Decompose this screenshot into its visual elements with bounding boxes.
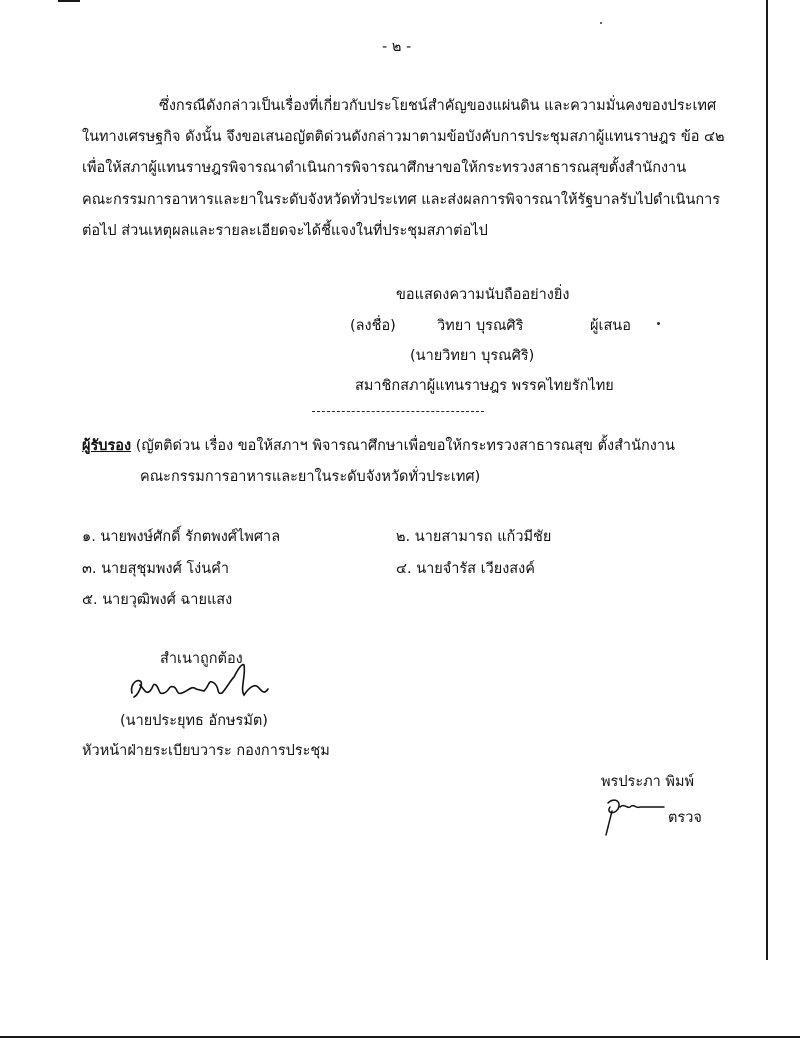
signer-full-name: (นายวิทยา บุรณศิริ) (410, 348, 535, 364)
body-line: เพื่อให้สภาผู้แทนราษฎรพิจารณาดำเนินการพิจารณาศึกษาขอให้กระทรวงสาธารณสุขตั้งสำนักงาน (82, 160, 687, 176)
body-line: ต่อไป ส่วนเหตุผลและรายละเอียดจะได้ชี้แจงในที่ประชุมสภาต่อไป (82, 223, 488, 239)
endorsement-line: คณะกรรมการอาหารและยาในระดับจังหวัดทั่วประเทศ) (140, 469, 481, 485)
endorser-item: ๕. นายวุฒิพงศ์ ฉายแสง (82, 592, 233, 608)
endorser-item: ๒. นายสามารถ แก้วมีชัย (396, 529, 552, 545)
checker-initials (600, 795, 670, 840)
check-label: ตรวจ (668, 810, 702, 826)
certification-title: สำเนาถูกต้อง (160, 651, 243, 667)
signer-role: ผู้เสนอ (590, 318, 631, 334)
scan-speck (657, 322, 660, 325)
scan-mark (58, 0, 80, 2)
separator (312, 411, 484, 412)
body-line: ในทางเศรษฐกิจ ดังนั้น จึงขอเสนอญัตติด่วนดังกล่าวมาตามข้อบังคับการประชุมสภาผู้แทนราษฎร ข้อ ๔๒ (82, 129, 725, 145)
endorser-item: ๔. นายจำรัส เวียงสงค์ (396, 561, 535, 577)
scan-edge (766, 0, 768, 960)
certifier-position: หัวหน้าฝ่ายระเบียบวาระ กองการประชุม (82, 743, 330, 759)
endorser-item: ๑. นายพงษ์ศักดิ์ รักตพงศ์ไพศาล (82, 529, 281, 545)
page-number: - ๒ - (382, 39, 412, 55)
certifier-name: (นายประยุทธ อักษรมัต) (120, 713, 268, 729)
certifier-signature (126, 655, 276, 705)
signer-position: สมาชิกสภาผู้แทนราษฎร พรรคไทยรักไทย (355, 378, 614, 394)
typist-name: พรประภา พิมพ์ (601, 774, 695, 790)
body-line: คณะกรรมการอาหารและยาในระดับจังหวัดทั่วประเทศ และส่งผลการพิจารณาให้รัฐบาลรับไปดำเนินการ (82, 192, 721, 208)
scan-speck (600, 22, 602, 24)
sign-prefix: (ลงชื่อ) (350, 318, 396, 334)
endorser-item: ๓. นายสุชุมพงศ์ โง่นคำ (82, 561, 230, 577)
endorsement-text (82, 434, 675, 457)
salutation: ขอแสดงความนับถืออย่างยิ่ง (396, 287, 570, 303)
scan-edge (0, 1036, 800, 1038)
endorsement-label: ผู้รับรอง (82, 438, 132, 454)
body-line: ซึ่งกรณีดังกล่าวเป็นเรื่องที่เกี่ยวกับประโยชน์สำคัญของแผ่นดิน และความมั่นคงของประเทศ (159, 98, 717, 114)
signer-name: วิทยา บุรณศิริ (437, 318, 524, 334)
endorsement-line: (ญัตติด่วน เรื่อง ขอให้สภาฯ พิจารณาศึกษาเพื่อขอให้กระทรวงสาธารณสุข ตั้งสำนักงาน (135, 438, 675, 454)
